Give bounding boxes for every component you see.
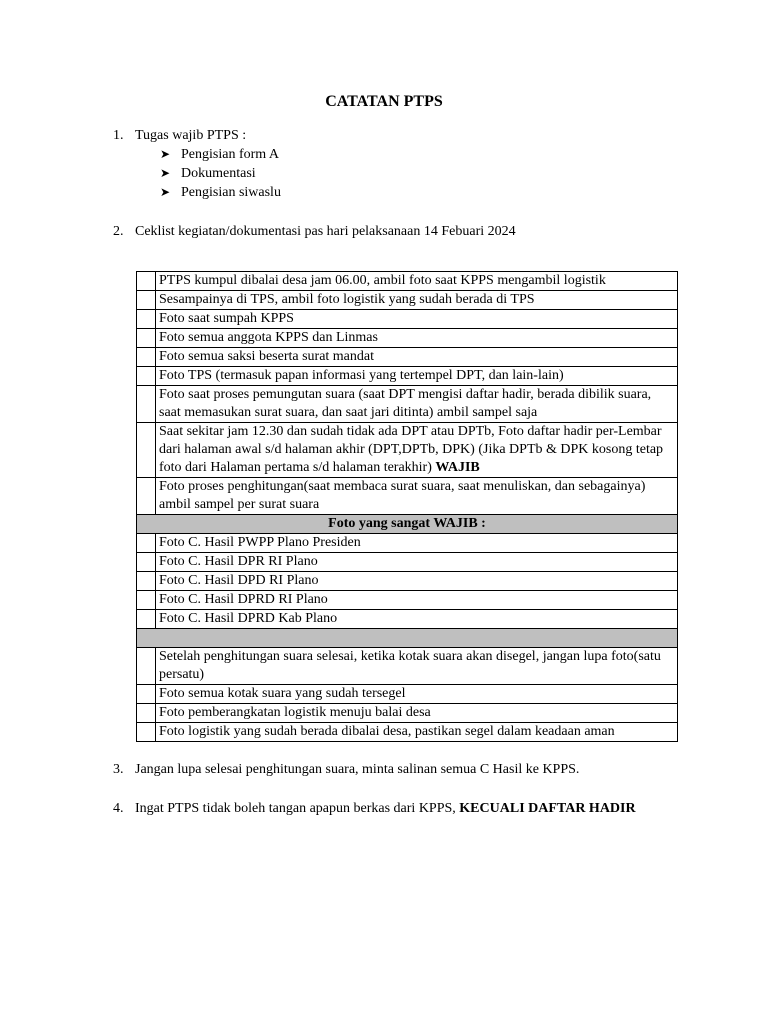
wajib-label: WAJIB — [435, 460, 480, 475]
row-text: Setelah penghitungan suara selesai, ketika kotak suara akan disegel, jangan lupa foto(satu persatu) — [156, 648, 678, 685]
row-text: Foto logistik yang sudah berada dibalai desa, pastikan segel dalam keadaan aman — [156, 723, 678, 742]
checkbox-cell[interactable] — [137, 572, 156, 591]
document-title: CATATAN PTPS — [325, 93, 443, 110]
item-4-text: Ingat PTPS tidak boleh tangan apapun berkas dari KPPS, — [135, 801, 460, 816]
checkbox-cell[interactable] — [137, 478, 156, 515]
checkbox-cell[interactable] — [137, 310, 156, 329]
item-1-number: 1. — [113, 128, 124, 143]
row-text: Foto C. Hasil PWPP Plano Presiden — [156, 534, 678, 553]
row-text: PTPS kumpul dibalai desa jam 06.00, ambil foto saat KPPS mengambil logistik — [156, 272, 678, 291]
separator-cell — [137, 629, 678, 648]
item-4 — [113, 800, 636, 818]
arrow-bullet-icon: ➤ — [160, 185, 171, 199]
item-3-number: 3. — [113, 762, 124, 777]
table-row — [137, 648, 678, 685]
checkbox-cell[interactable] — [137, 329, 156, 348]
table-row — [137, 685, 678, 704]
table-row — [137, 423, 678, 478]
table-row — [137, 367, 678, 386]
checkbox-cell[interactable] — [137, 704, 156, 723]
checkbox-cell[interactable] — [137, 272, 156, 291]
table-row — [137, 329, 678, 348]
checkbox-cell[interactable] — [137, 723, 156, 742]
row-text: Foto saat proses pemungutan suara (saat DPT mengisi daftar hadir, berada dibilik suara, saat memasukan surat suara, dan saat jari ditinta) ambil sampel saja — [156, 386, 678, 423]
row-text-main: Saat sekitar jam 12.30 dan sudah tidak ada DPT atau DPTb, Foto daftar hadir per-Lembar dari halaman awal s/d halaman akhir (DPT,DPTb, DPK) (Jika DPTb & DPK kosong tetap foto dari Halaman pertama s/d halaman terakhir) — [159, 424, 664, 475]
checkbox-cell[interactable] — [137, 591, 156, 610]
bullet-item — [160, 183, 281, 202]
checkbox-cell[interactable] — [137, 648, 156, 685]
table-row — [137, 291, 678, 310]
separator-row — [137, 629, 678, 648]
table-row — [137, 534, 678, 553]
row-text: Foto C. Hasil DPRD Kab Plano — [156, 610, 678, 629]
checkbox-cell[interactable] — [137, 610, 156, 629]
item-1-text: Tugas wajib PTPS : — [135, 128, 247, 143]
row-text: Foto semua kotak suara yang sudah tersegel — [156, 685, 678, 704]
row-text: Foto C. Hasil DPRD RI Plano — [156, 591, 678, 610]
row-text: Foto TPS (termasuk papan informasi yang tertempel DPT, dan lain-lain) — [156, 367, 678, 386]
checkbox-cell[interactable] — [137, 534, 156, 553]
section-header-row — [137, 515, 678, 534]
bullet-item — [160, 145, 281, 164]
table-row — [137, 553, 678, 572]
checkbox-cell[interactable] — [137, 553, 156, 572]
item-3 — [113, 761, 579, 779]
table-row — [137, 572, 678, 591]
table-row — [137, 386, 678, 423]
bullet-item — [160, 164, 281, 183]
task-bullet-list — [160, 145, 281, 202]
row-text: Foto pemberangkatan logistik menuju balai desa — [156, 704, 678, 723]
row-text — [156, 423, 678, 478]
row-text: Foto C. Hasil DPR RI Plano — [156, 553, 678, 572]
item-2-text: Ceklist kegiatan/dokumentasi pas hari pelaksanaan 14 Febuari 2024 — [135, 224, 516, 239]
checkbox-cell[interactable] — [137, 291, 156, 310]
item-4-number: 4. — [113, 801, 124, 816]
table-row — [137, 704, 678, 723]
item-4-emphasis: KECUALI DAFTAR HADIR — [459, 801, 636, 816]
checkbox-cell[interactable] — [137, 348, 156, 367]
arrow-bullet-icon: ➤ — [160, 147, 171, 161]
bullet-text: Dokumentasi — [181, 166, 256, 181]
row-text: Foto C. Hasil DPD RI Plano — [156, 572, 678, 591]
item-1 — [113, 127, 246, 145]
table-row — [137, 610, 678, 629]
row-text: Sesampainya di TPS, ambil foto logistik yang sudah berada di TPS — [156, 291, 678, 310]
arrow-bullet-icon: ➤ — [160, 166, 171, 180]
table-row — [137, 310, 678, 329]
row-text: Foto saat sumpah KPPS — [156, 310, 678, 329]
section-header: Foto yang sangat WAJIB : — [137, 515, 678, 534]
checkbox-cell[interactable] — [137, 386, 156, 423]
item-2-number: 2. — [113, 224, 124, 239]
table-row — [137, 723, 678, 742]
bullet-text: Pengisian form A — [181, 147, 279, 162]
row-text: Foto semua anggota KPPS dan Linmas — [156, 329, 678, 348]
row-text: Foto proses penghitungan(saat membaca surat suara, saat menuliskan, dan sebagainya) ambil sampel per surat suara — [156, 478, 678, 515]
table-row — [137, 348, 678, 367]
checkbox-cell[interactable] — [137, 423, 156, 478]
item-2 — [113, 223, 516, 241]
bullet-text: Pengisian siwaslu — [181, 185, 281, 200]
table-row — [137, 478, 678, 515]
checklist-table — [136, 271, 678, 742]
table-row — [137, 272, 678, 291]
row-text: Foto semua saksi beserta surat mandat — [156, 348, 678, 367]
checkbox-cell[interactable] — [137, 367, 156, 386]
table-row — [137, 591, 678, 610]
item-3-text: Jangan lupa selesai penghitungan suara, minta salinan semua C Hasil ke KPPS. — [135, 762, 580, 777]
checkbox-cell[interactable] — [137, 685, 156, 704]
